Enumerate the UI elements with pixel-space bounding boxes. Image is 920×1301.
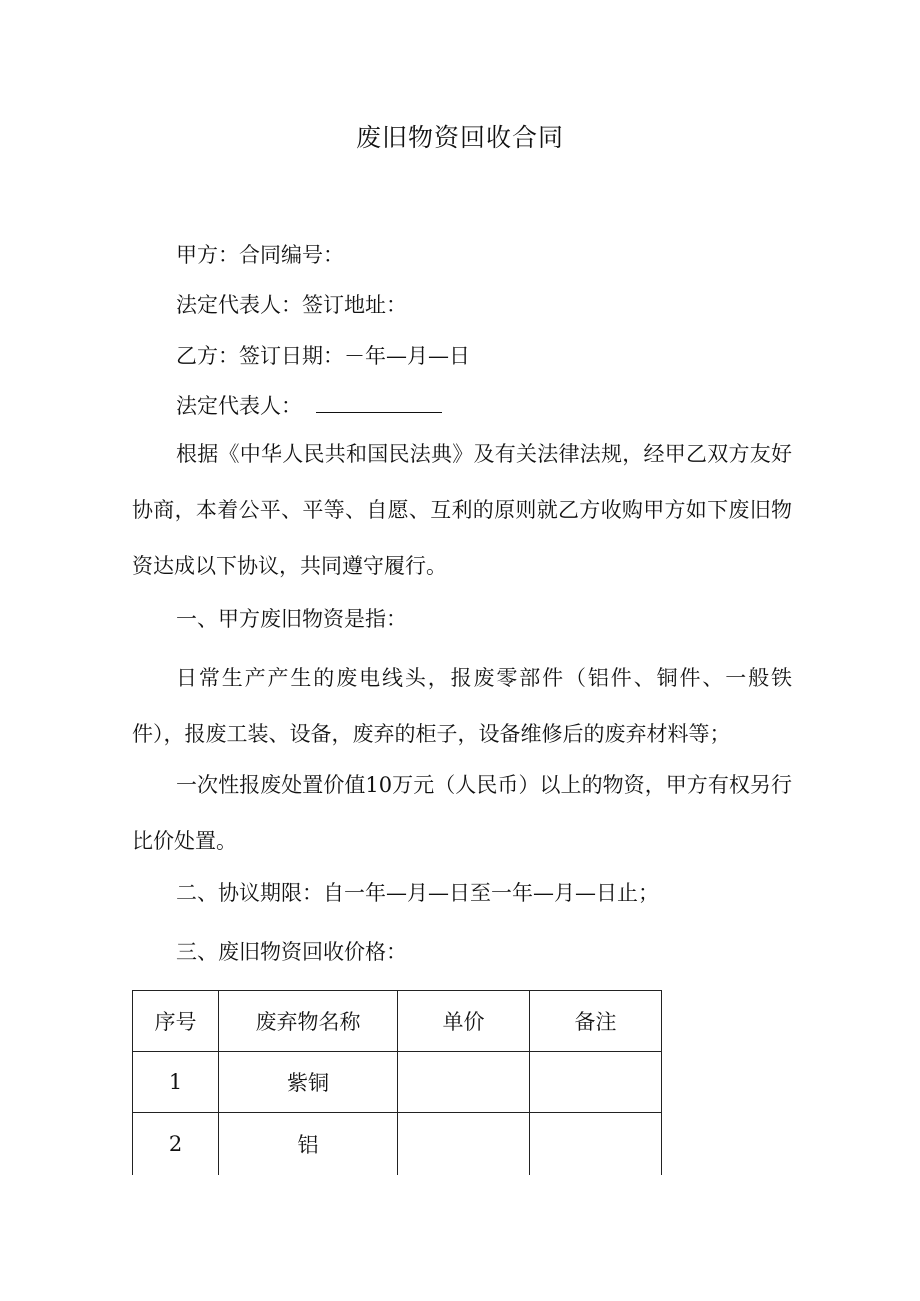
- legal-rep-b-label: 法定代表人：: [176, 394, 302, 418]
- header-remark: 备注: [530, 991, 662, 1052]
- cell-index: 2: [133, 1113, 219, 1176]
- header-waste-name: 废弃物名称: [219, 991, 398, 1052]
- table-row: [133, 1113, 662, 1176]
- header-index: 序号: [133, 991, 219, 1052]
- signature-blank: [316, 394, 442, 413]
- section-3-heading: 三、废旧物资回收价格：: [176, 940, 407, 964]
- table-row: [133, 1052, 662, 1113]
- cell-index: 1: [133, 1052, 219, 1113]
- document-title: 废旧物资回收合同: [355, 123, 564, 152]
- cell-unit-price: [398, 1113, 530, 1176]
- party-a-line: 甲方：合同编号：: [176, 243, 344, 267]
- cell-unit-price: [398, 1052, 530, 1113]
- section-2-term: 二、协议期限：自一年—月—日至一年—月—日止；: [176, 881, 659, 905]
- table-header-row: [133, 991, 662, 1052]
- party-b-line: 乙方：签订日期：－年—月—日: [176, 344, 470, 368]
- cell-remark: [530, 1113, 662, 1176]
- legal-rep-b-line: [176, 391, 442, 421]
- cell-waste-name: 紫铜: [219, 1052, 398, 1113]
- section-1-paragraph-2: 一次性报废处置价值10万元（人民币）以上的物资，甲方有权另行比价处置。: [132, 773, 792, 853]
- intro-paragraph: 根据《中华人民共和国民法典》及有关法律法规，经甲乙双方友好协商，本着公平、平等、自愿、互利的原则就乙方收购甲方如下废旧物资达成以下协议，共同遵守履行。: [132, 442, 792, 578]
- section-1-paragraph-1: 日常生产产生的废电线头，报废零部件（铝件、铜件、一般铁件），报废工装、设备，废弃的柜子，设备维修后的废弃材料等；: [132, 666, 792, 746]
- cell-remark: [530, 1052, 662, 1113]
- legal-rep-a-line: 法定代表人：签订地址：: [176, 293, 407, 317]
- cell-waste-name: 铝: [219, 1113, 398, 1176]
- header-unit-price: 单价: [398, 991, 530, 1052]
- section-1-heading: 一、甲方废旧物资是指：: [176, 607, 407, 631]
- price-table: [132, 990, 662, 1175]
